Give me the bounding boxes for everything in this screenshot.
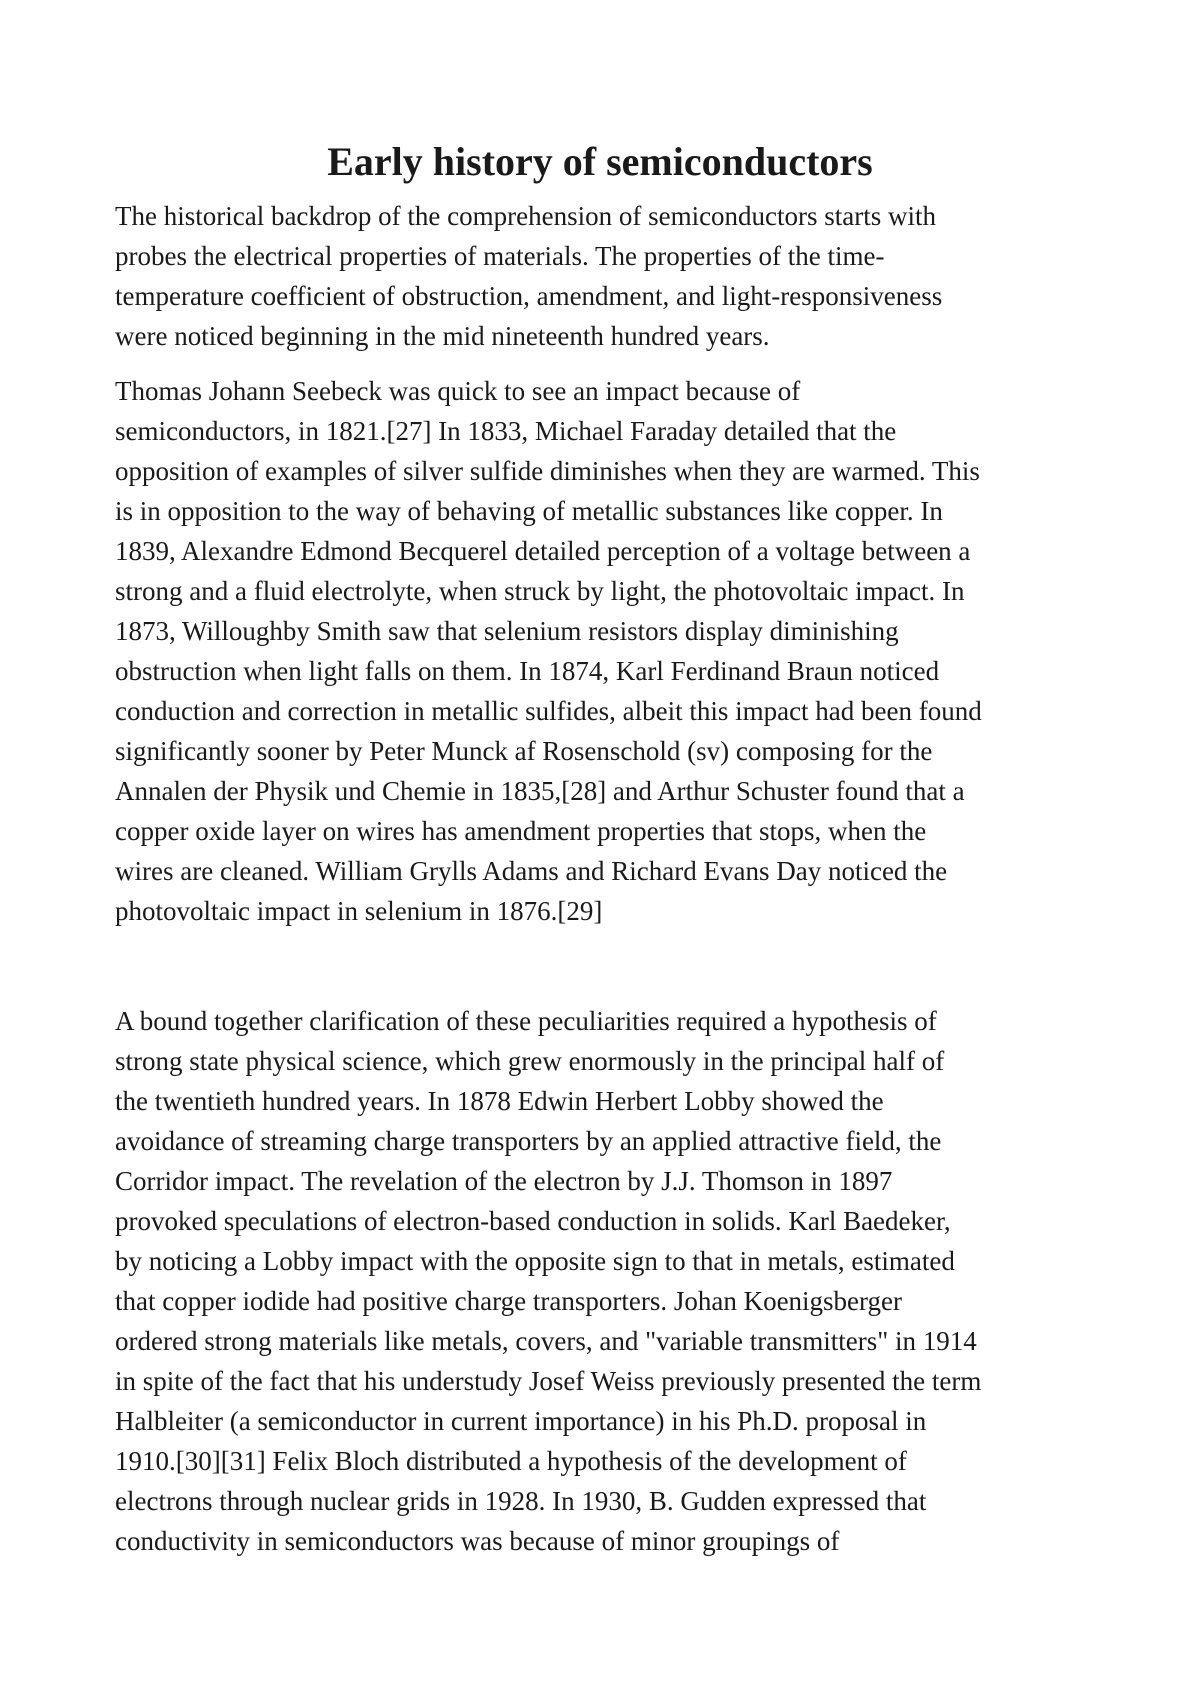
text-line: opposition of examples of silver sulfide diminishes when they are warmed. This	[115, 456, 980, 486]
page-title: Early history of semiconductors	[327, 139, 873, 184]
text-line: 1910.[30][31] Felix Bloch distributed a hypothesis of the development of	[115, 1446, 907, 1476]
text-line: significantly sooner by Peter Munck af Rosenschold (sv) composing for the	[115, 736, 933, 766]
text-line: provoked speculations of electron-based conduction in solids. Karl Baedeker,	[115, 1206, 951, 1236]
text-line: were noticed beginning in the mid nineteenth hundred years.	[115, 321, 770, 351]
text-line: Thomas Johann Seebeck was quick to see an impact because of	[115, 376, 801, 406]
text-line: by noticing a Lobby impact with the opposite sign to that in metals, estimated	[115, 1246, 955, 1276]
text-line: Halbleiter (a semiconductor in current importance) in his Ph.D. proposal in	[115, 1406, 927, 1436]
text-line: electrons through nuclear grids in 1928. In 1930, B. Gudden expressed that	[115, 1486, 927, 1516]
text-line: Corridor impact. The revelation of the electron by J.J. Thomson in 1897	[115, 1166, 893, 1196]
text-line: conductivity in semiconductors was because of minor groupings of	[115, 1526, 840, 1556]
text-line: is in opposition to the way of behaving of metallic substances like copper. In	[115, 496, 943, 526]
text-line: the twentieth hundred years. In 1878 Edwin Herbert Lobby showed the	[115, 1086, 884, 1116]
text-line: Annalen der Physik und Chemie in 1835,[28] and Arthur Schuster found that a	[115, 776, 965, 806]
paragraph-intro	[115, 196, 1100, 356]
text-line: copper oxide layer on wires has amendment properties that stops, when the	[115, 816, 927, 846]
text-line: A bound together clarification of these peculiarities required a hypothesis of	[115, 1006, 937, 1036]
text-line: obstruction when light falls on them. In 1874, Karl Ferdinand Braun noticed	[115, 656, 940, 686]
text-line: strong and a fluid electrolyte, when struck by light, the photovoltaic impact. In	[115, 576, 965, 606]
text-line: avoidance of streaming charge transporters by an applied attractive field, the	[115, 1126, 942, 1156]
text-line: semiconductors, in 1821.[27] In 1833, Michael Faraday detailed that the	[115, 416, 897, 446]
text-line: 1839, Alexandre Edmond Becquerel detailed perception of a voltage between a	[115, 536, 971, 566]
text-line: strong state physical science, which grew enormously in the principal half of	[115, 1046, 945, 1076]
paragraph-theory	[115, 1001, 1100, 1561]
paragraph-seebeck	[115, 371, 1100, 931]
text-line: probes the electrical properties of materials. The properties of the time-	[115, 241, 885, 271]
text-line: in spite of the fact that his understudy Josef Weiss previously presented the term	[115, 1366, 982, 1396]
text-line: temperature coefficient of obstruction, amendment, and light-responsiveness	[115, 281, 943, 311]
text-line: ordered strong materials like metals, covers, and "variable transmitters" in 1914	[115, 1326, 977, 1356]
text-line: wires are cleaned. William Grylls Adams and Richard Evans Day noticed the	[115, 856, 948, 886]
text-line: The historical backdrop of the comprehension of semiconductors starts with	[115, 201, 937, 231]
text-line: conduction and correction in metallic sulfides, albeit this impact had been found	[115, 696, 982, 726]
text-line: 1873, Willoughby Smith saw that selenium resistors display diminishing	[115, 616, 899, 646]
text-line: that copper iodide had positive charge transporters. Johan Koenigsberger	[115, 1286, 903, 1316]
text-line: photovoltaic impact in selenium in 1876.[29]	[115, 896, 603, 926]
